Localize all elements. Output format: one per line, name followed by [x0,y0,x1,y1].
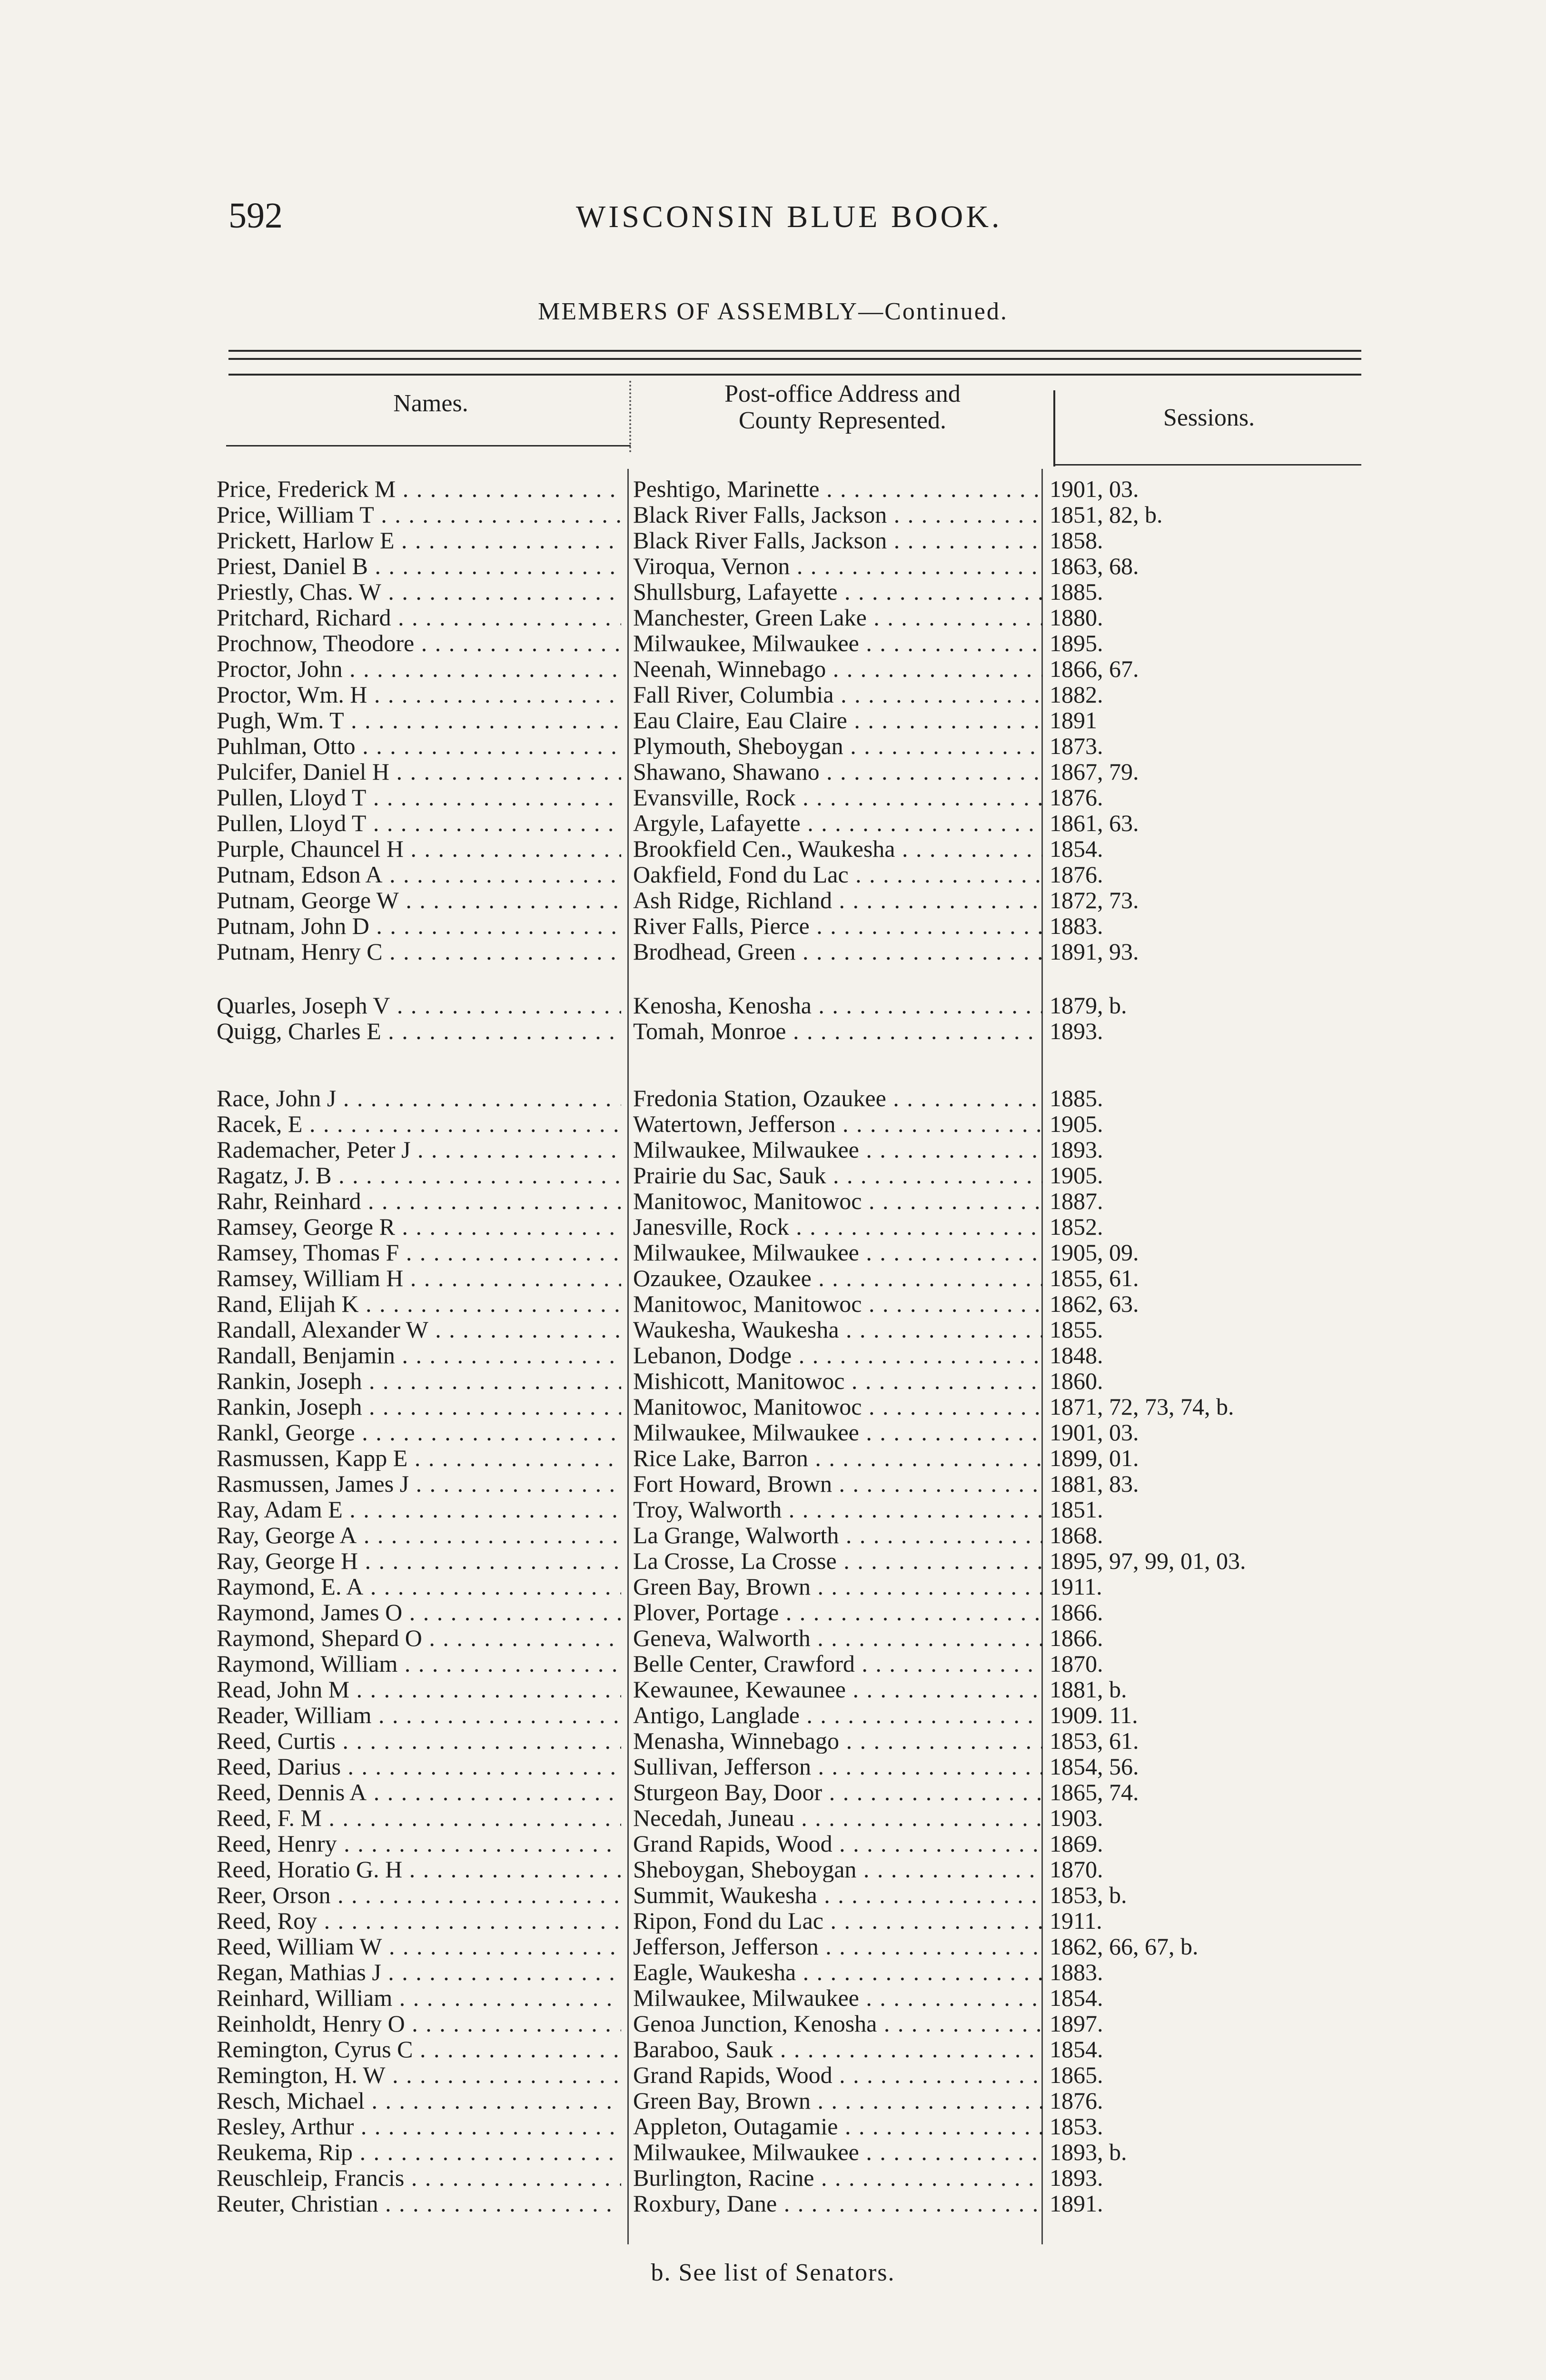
member-sessions: 1858. [1050,527,1103,554]
table-row [0,1856,1546,1882]
member-address: Manitowoc, Manitowoc . . . [633,1394,1042,1419]
member-name: Ray, George A . . . [217,1522,621,1548]
member-name: Ray, Adam E . . . [217,1497,621,1522]
table-row [0,2011,1546,2036]
member-address: Burlington, Racine . . . [633,2165,1042,2191]
member-sessions: 1869. [1050,1830,1103,1857]
member-address: Sullivan, Jefferson . . . [633,1754,1042,1779]
table-row [0,605,1546,630]
member-sessions: 1911. [1050,1907,1102,1934]
table-row [0,2191,1546,2216]
member-address: Sheboygan, Sheboygan . . . [633,1856,1042,1882]
member-sessions: 1854. [1050,835,1103,862]
member-name: Reed, William W . . . [217,1934,621,1959]
member-address: Milwaukee, Milwaukee . . . [633,630,1042,656]
member-name: Prochnow, Theodore . . . [217,630,621,656]
member-name: Ramsey, Thomas F . . . [217,1240,621,1265]
table-row [0,1651,1546,1676]
member-address: Kenosha, Kenosha . . . [633,992,1042,1018]
member-sessions: 1893. [1050,2164,1103,2191]
member-sessions: 1891. [1050,2190,1103,2217]
column-header-sessions: Sessions. [1163,404,1255,431]
table-row [0,1291,1546,1317]
member-address: Ripon, Fond du Lac . . . [633,1908,1042,1934]
member-sessions: 1909. 11. [1050,1702,1138,1728]
member-name: Priest, Daniel B . . . [217,553,621,579]
member-sessions: 1870. [1050,1650,1103,1677]
table-row [0,1342,1546,1368]
member-name: Proctor, John . . . [217,656,621,682]
table-row [0,1676,1546,1702]
member-name: Reed, Curtis . . . [217,1728,621,1754]
member-address: Manchester, Green Lake . . . [633,605,1042,630]
member-sessions: 1895, 97, 99, 01, 03. [1050,1547,1246,1574]
member-address: Geneva, Walworth . . . [633,1625,1042,1651]
table-row [0,1985,1546,2011]
member-sessions: 1882. [1050,681,1103,708]
table-row [0,682,1546,707]
member-address: Fall River, Columbia . . . [633,682,1042,707]
member-address: Watertown, Jefferson . . . [633,1111,1042,1137]
table-row [0,1934,1546,1959]
member-address: Menasha, Winnebago . . . [633,1728,1042,1754]
member-sessions: 1893. [1050,1018,1103,1044]
table-row [0,1831,1546,1856]
member-name: Reader, William . . . [217,1702,621,1728]
member-sessions: 1887. [1050,1188,1103,1214]
member-address: Kewaunee, Kewaunee . . . [633,1676,1042,1702]
member-sessions: 1853, b. [1050,1882,1127,1908]
table-row [0,707,1546,733]
member-name: Racek, E . . . [217,1111,621,1137]
member-name: Purple, Chauncel H . . . [217,836,621,862]
member-name: Priestly, Chas. W . . . [217,579,621,605]
member-sessions: 1893, b. [1050,2139,1127,2165]
member-sessions: 1891, 93. [1050,938,1139,965]
member-name: Rand, Elijah K . . . [217,1291,621,1317]
member-name: Randall, Alexander W . . . [217,1317,621,1342]
member-sessions: 1881, b. [1050,1676,1127,1703]
table-row [0,1214,1546,1240]
table-row [0,784,1546,810]
member-sessions: 1885. [1050,578,1103,605]
member-address: Shullsburg, Lafayette . . . [633,579,1042,605]
member-address: Neenah, Winnebago . . . [633,656,1042,682]
member-address: Genoa Junction, Kenosha . . . [633,2011,1042,2036]
member-sessions: 1883. [1050,1959,1103,1985]
member-sessions: 1862, 63. [1050,1290,1139,1317]
table-row [0,862,1546,887]
member-sessions: 1854. [1050,1984,1103,2011]
table-row [0,1625,1546,1651]
member-name: Rademacher, Peter J . . . [217,1137,621,1162]
member-address: Milwaukee, Milwaukee . . . [633,1419,1042,1445]
member-address: Brookfield Cen., Waukesha . . . [633,836,1042,862]
member-sessions: 1891 [1050,707,1097,734]
member-address: Belle Center, Crawford . . . [633,1651,1042,1676]
column-header-names: Names. [393,390,468,417]
table-row [0,1240,1546,1265]
member-name: Ragatz, J. B . . . [217,1162,621,1188]
table-row [0,1317,1546,1342]
member-sessions: 1903. [1050,1805,1103,1831]
member-address: Evansville, Rock . . . [633,784,1042,810]
table-row [0,1085,1546,1111]
table-row [0,1908,1546,1934]
member-sessions: 1905. [1050,1111,1103,1137]
member-address: Milwaukee, Milwaukee . . . [633,1240,1042,1265]
table-row [0,1522,1546,1548]
member-name: Rankin, Joseph . . . [217,1394,621,1419]
member-name: Reed, Henry . . . [217,1831,621,1856]
member-address: Antigo, Langlade . . . [633,1702,1042,1728]
member-address: Eau Claire, Eau Claire . . . [633,707,1042,733]
member-sessions: 1861, 63. [1050,810,1139,836]
member-sessions: 1854, 56. [1050,1753,1139,1780]
member-name: Puhlman, Otto . . . [217,733,621,759]
table-row [0,1137,1546,1162]
table-row [0,656,1546,682]
member-address: Sturgeon Bay, Door . . . [633,1779,1042,1805]
table-row [0,1445,1546,1471]
member-address: La Crosse, La Crosse . . . [633,1548,1042,1574]
table-row [0,2165,1546,2191]
table-row [0,553,1546,579]
member-name: Raymond, Shepard O . . . [217,1625,621,1651]
member-address: Argyle, Lafayette . . . [633,810,1042,836]
member-sessions: 1863, 68. [1050,553,1139,579]
member-name: Remington, H. W . . . [217,2062,621,2088]
member-sessions: 1855. [1050,1316,1103,1343]
table-row [0,1599,1546,1625]
table-row [0,1754,1546,1779]
member-sessions: 1897. [1050,2010,1103,2037]
table-row [0,992,1546,1018]
member-address: La Grange, Walworth . . . [633,1522,1042,1548]
member-name: Reuschleip, Francis . . . [217,2165,621,2191]
member-name: Reukema, Rip . . . [217,2139,621,2165]
member-sessions: 1865, 74. [1050,1779,1139,1805]
member-name: Reinhard, William . . . [217,1985,621,2011]
member-address: Fredonia Station, Ozaukee . . . [633,1085,1042,1111]
member-address: Shawano, Shawano . . . [633,759,1042,784]
member-name: Putnam, Henry C . . . [217,939,621,964]
table-row [0,913,1546,939]
member-name: Rahr, Reinhard . . . [217,1188,621,1214]
member-address: Eagle, Waukesha . . . [633,1959,1042,1985]
member-sessions: 1901, 03. [1050,1419,1139,1446]
member-name: Reed, F. M . . . [217,1805,621,1831]
member-sessions: 1854. [1050,2036,1103,2063]
member-address: Appleton, Outagamie . . . [633,2113,1042,2139]
table-row [0,1548,1546,1574]
table-row [0,2036,1546,2062]
member-sessions: 1871, 72, 73, 74, b. [1050,1393,1234,1420]
member-name: Pullen, Lloyd T . . . [217,810,621,836]
table-row [0,836,1546,862]
member-sessions: 1879, b. [1050,992,1127,1019]
table-row [0,630,1546,656]
member-name: Read, John M . . . [217,1676,621,1702]
member-address: Roxbury, Dane . . . [633,2191,1042,2216]
table-row [0,2139,1546,2165]
member-sessions: 1881, 83. [1050,1470,1139,1497]
member-name: Randall, Benjamin . . . [217,1342,621,1368]
member-address: Grand Rapids, Wood . . . [633,2062,1042,2088]
table-row [0,1497,1546,1522]
member-address: Jefferson, Jefferson . . . [633,1934,1042,1959]
table-row [0,1188,1546,1214]
member-name: Raymond, E. A . . . [217,1574,621,1599]
member-name: Rankl, George . . . [217,1419,621,1445]
member-sessions: 1868. [1050,1522,1103,1548]
member-address: Black River Falls, Jackson . . . [633,502,1042,527]
table-row [0,759,1546,784]
member-address: Plymouth, Sheboygan . . . [633,733,1042,759]
member-sessions: 1870. [1050,1856,1103,1883]
member-name: Reed, Darius . . . [217,1754,621,1779]
member-sessions: 1855, 61. [1050,1265,1139,1291]
member-address: Ozaukee, Ozaukee . . . [633,1265,1042,1291]
member-name: Remington, Cyrus C . . . [217,2036,621,2062]
member-address: Oakfield, Fond du Lac . . . [633,862,1042,887]
member-sessions: 1876. [1050,2087,1103,2114]
table-row [0,1471,1546,1497]
member-name: Putnam, John D . . . [217,913,621,939]
member-name: Pullen, Lloyd T . . . [217,784,621,810]
table-row [0,2062,1546,2088]
member-name: Race, John J . . . [217,1085,621,1111]
member-name: Prickett, Harlow E . . . [217,527,621,553]
member-address: Troy, Walworth . . . [633,1497,1042,1522]
member-sessions: 1880. [1050,604,1103,631]
member-name: Rankin, Joseph . . . [217,1368,621,1394]
table-row [0,810,1546,836]
table-row [0,1162,1546,1188]
member-address: Lebanon, Dodge . . . [633,1342,1042,1368]
member-name: Reed, Roy . . . [217,1908,621,1934]
member-name: Proctor, Wm. H . . . [217,682,621,707]
member-sessions: 1867, 79. [1050,758,1139,785]
member-address: Necedah, Juneau . . . [633,1805,1042,1831]
table-row [0,527,1546,553]
table-row [0,1702,1546,1728]
member-name: Raymond, James O . . . [217,1599,621,1625]
member-name: Putnam, George W . . . [217,887,621,913]
member-sessions: 1893. [1050,1136,1103,1163]
table-row [0,1419,1546,1445]
member-address: Rice Lake, Barron . . . [633,1445,1042,1471]
member-address: Green Bay, Brown . . . [633,2088,1042,2113]
member-address: Ash Ridge, Richland . . . [633,887,1042,913]
member-name: Price, Frederick M . . . [217,476,621,502]
table-row [0,579,1546,605]
table-row [0,1394,1546,1419]
table-row [0,2088,1546,2113]
member-address: Viroqua, Vernon . . . [633,553,1042,579]
table-row [0,2113,1546,2139]
member-name: Price, William T . . . [217,502,621,527]
page-number: 592 [228,196,283,236]
table-row [0,1574,1546,1599]
member-address: Mishicott, Manitowoc . . . [633,1368,1042,1394]
member-name: Quarles, Joseph V . . . [217,992,621,1018]
member-address: Grand Rapids, Wood . . . [633,1831,1042,1856]
member-name: Pugh, Wm. T . . . [217,707,621,733]
member-name: Raymond, William . . . [217,1651,621,1676]
table-caption: MEMBERS OF ASSEMBLY—Continued. [538,298,1008,325]
member-sessions: 1853. [1050,2113,1103,2140]
table-row [0,476,1546,502]
member-sessions: 1865. [1050,2062,1103,2088]
member-sessions: 1905. [1050,1162,1103,1189]
member-sessions: 1866. [1050,1625,1103,1651]
member-sessions: 1885. [1050,1085,1103,1111]
member-address: Tomah, Monroe . . . [633,1018,1042,1044]
member-address: Black River Falls, Jackson . . . [633,527,1042,553]
member-address: River Falls, Pierce . . . [633,913,1042,939]
member-sessions: 1876. [1050,861,1103,888]
member-sessions: 1905, 09. [1050,1239,1139,1266]
member-sessions: 1895. [1050,630,1103,656]
member-sessions: 1853, 61. [1050,1727,1139,1754]
member-sessions: 1876. [1050,784,1103,811]
member-address: Manitowoc, Manitowoc . . . [633,1188,1042,1214]
member-sessions: 1852. [1050,1213,1103,1240]
member-name: Quigg, Charles E . . . [217,1018,621,1044]
member-address: Brodhead, Green . . . [633,939,1042,964]
member-address: Baraboo, Sauk . . . [633,2036,1042,2062]
member-name: Ramsey, William H . . . [217,1265,621,1291]
member-name: Pulcifer, Daniel H . . . [217,759,621,784]
member-sessions: 1883. [1050,912,1103,939]
member-address: Milwaukee, Milwaukee . . . [633,1985,1042,2011]
member-address: Prairie du Sac, Sauk . . . [633,1162,1042,1188]
table-row [0,1805,1546,1831]
member-sessions: 1866. [1050,1599,1103,1626]
member-sessions: 1899, 01. [1050,1445,1139,1471]
table-row [0,1265,1546,1291]
member-name: Reer, Orson . . . [217,1882,621,1908]
member-name: Regan, Mathias J . . . [217,1959,621,1985]
member-address: Peshtigo, Marinette . . . [633,476,1042,502]
member-name: Putnam, Edson A . . . [217,862,621,887]
member-address: Plover, Portage . . . [633,1599,1042,1625]
member-name: Reuter, Christian . . . [217,2191,621,2216]
table-row [0,939,1546,964]
member-sessions: 1851, 82, b. [1050,501,1163,528]
member-sessions: 1901, 03. [1050,476,1139,502]
table-row [0,1728,1546,1754]
member-address: Manitowoc, Manitowoc . . . [633,1291,1042,1317]
member-address: Green Bay, Brown . . . [633,1574,1042,1599]
table-row [0,1368,1546,1394]
running-head: WISCONSIN BLUE BOOK. [576,199,1002,234]
table-row [0,1111,1546,1137]
table-row [0,502,1546,527]
member-sessions: 1911. [1050,1573,1102,1600]
member-name: Ramsey, George R . . . [217,1214,621,1240]
member-address: Summit, Waukesha . . . [633,1882,1042,1908]
member-name: Reinholdt, Henry O . . . [217,2011,621,2036]
member-sessions: 1848. [1050,1342,1103,1368]
table-row [0,1779,1546,1805]
member-name: Reed, Horatio G. H . . . [217,1856,621,1882]
member-name: Rasmussen, Kapp E . . . [217,1445,621,1471]
column-header-address-line1: Post-office Address and [724,380,961,407]
column-header-address-line2: County Represented. [738,407,947,434]
member-sessions: 1862, 66, 67, b. [1050,1933,1199,1960]
table-row [0,1959,1546,1985]
table-row [0,1882,1546,1908]
member-address: Janesville, Rock . . . [633,1214,1042,1240]
member-name: Pritchard, Richard . . . [217,605,621,630]
member-sessions: 1873. [1050,733,1103,759]
member-sessions: 1866, 67. [1050,655,1139,682]
member-name: Reed, Dennis A . . . [217,1779,621,1805]
member-sessions: 1851. [1050,1496,1103,1523]
footnote: b. See list of Senators. [651,2259,895,2286]
member-address: Fort Howard, Brown . . . [633,1471,1042,1497]
table-row [0,887,1546,913]
member-address: Milwaukee, Milwaukee . . . [633,1137,1042,1162]
member-address: Waukesha, Waukesha . . . [633,1317,1042,1342]
member-address: Milwaukee, Milwaukee . . . [633,2139,1042,2165]
member-sessions: 1860. [1050,1368,1103,1394]
member-name: Resch, Michael . . . [217,2088,621,2113]
member-sessions: 1872, 73. [1050,887,1139,913]
table-row [0,1018,1546,1044]
table-row [0,733,1546,759]
member-name: Rasmussen, James J . . . [217,1471,621,1497]
member-name: Resley, Arthur . . . [217,2113,621,2139]
member-name: Ray, George H . . . [217,1548,621,1574]
